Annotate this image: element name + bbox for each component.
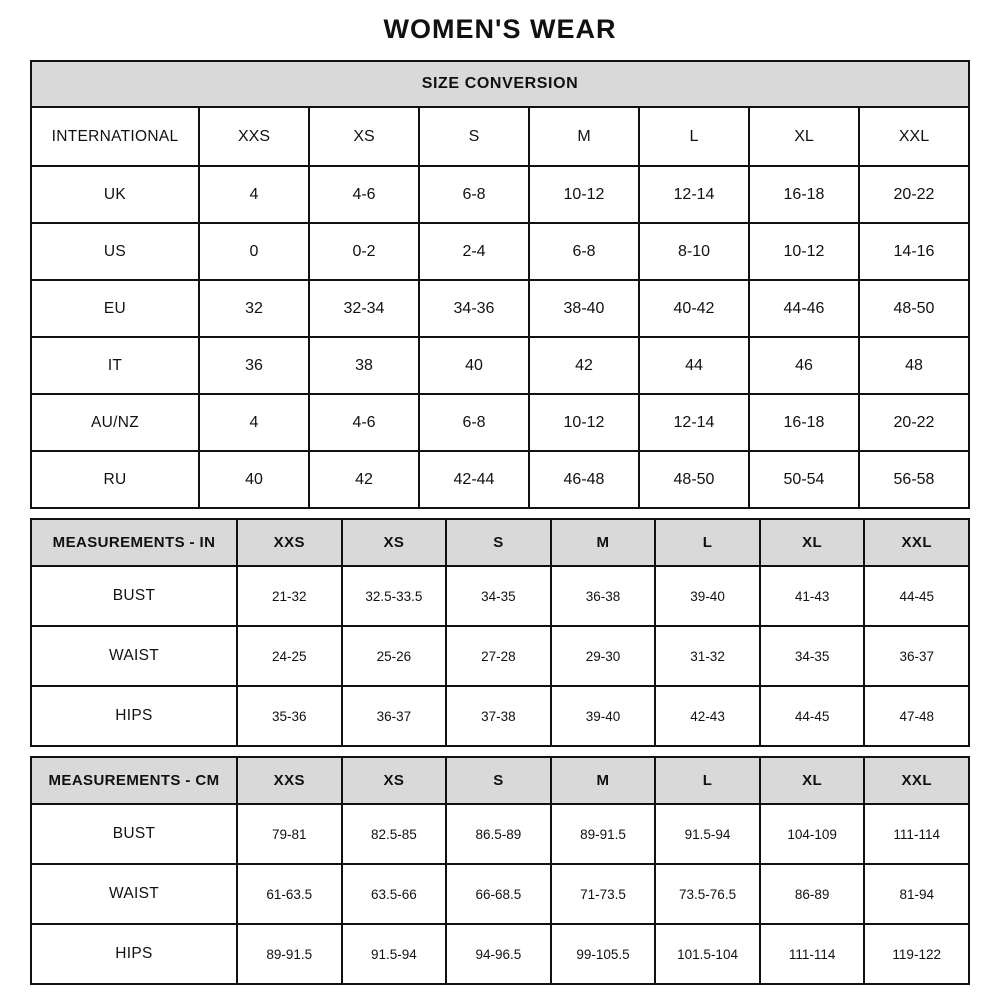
size-cell: 0 bbox=[198, 222, 308, 279]
size-cell: 10-12 bbox=[528, 165, 638, 222]
size-cell: 12-14 bbox=[638, 165, 748, 222]
size-cell: 4-6 bbox=[308, 393, 418, 450]
size-cell: XL bbox=[748, 108, 858, 165]
measurement-value: 63.5-66 bbox=[341, 863, 446, 923]
measurement-value: 34-35 bbox=[445, 565, 550, 625]
measurement-value: 73.5-76.5 bbox=[654, 863, 759, 923]
col-header: S bbox=[445, 520, 550, 565]
size-cell: 46 bbox=[748, 336, 858, 393]
size-cell: XXL bbox=[858, 108, 968, 165]
measurement-value: 89-91.5 bbox=[236, 923, 341, 983]
measurement-value: 42-43 bbox=[654, 685, 759, 745]
measurement-value: 91.5-94 bbox=[654, 803, 759, 863]
size-cell: 8-10 bbox=[638, 222, 748, 279]
measurement-value: 27-28 bbox=[445, 625, 550, 685]
col-header: XL bbox=[759, 758, 864, 803]
col-header: XXL bbox=[863, 758, 968, 803]
size-cell: 42 bbox=[308, 450, 418, 507]
measurements-cm-table bbox=[30, 756, 970, 985]
measurement-value: 66-68.5 bbox=[445, 863, 550, 923]
col-header: M bbox=[550, 520, 655, 565]
size-conversion-header: SIZE CONVERSION bbox=[32, 62, 968, 108]
col-header: XS bbox=[341, 520, 446, 565]
row-label: RU bbox=[32, 450, 198, 507]
row-label: HIPS bbox=[32, 923, 236, 983]
row-label: EU bbox=[32, 279, 198, 336]
measurement-value: 35-36 bbox=[236, 685, 341, 745]
size-cell: 32 bbox=[198, 279, 308, 336]
size-cell: 6-8 bbox=[418, 393, 528, 450]
measurement-value: 86-89 bbox=[759, 863, 864, 923]
size-cell: 56-58 bbox=[858, 450, 968, 507]
size-cell: L bbox=[638, 108, 748, 165]
size-cell: 44-46 bbox=[748, 279, 858, 336]
size-cell: 0-2 bbox=[308, 222, 418, 279]
size-cell: 48-50 bbox=[638, 450, 748, 507]
page-title: WOMEN'S WEAR bbox=[383, 14, 617, 44]
col-header: S bbox=[445, 758, 550, 803]
col-header: XXS bbox=[236, 758, 341, 803]
measurement-value: 99-105.5 bbox=[550, 923, 655, 983]
measurement-value: 91.5-94 bbox=[341, 923, 446, 983]
measurement-value: 31-32 bbox=[654, 625, 759, 685]
size-cell: 4-6 bbox=[308, 165, 418, 222]
measurement-value: 89-91.5 bbox=[550, 803, 655, 863]
measurement-value: 81-94 bbox=[863, 863, 968, 923]
size-cell: 40-42 bbox=[638, 279, 748, 336]
measurement-value: 24-25 bbox=[236, 625, 341, 685]
col-header: M bbox=[550, 758, 655, 803]
size-cell: 36 bbox=[198, 336, 308, 393]
col-header: XS bbox=[341, 758, 446, 803]
size-cell: 42 bbox=[528, 336, 638, 393]
size-cell: M bbox=[528, 108, 638, 165]
size-cell: 10-12 bbox=[528, 393, 638, 450]
size-cell: 32-34 bbox=[308, 279, 418, 336]
size-cell: 6-8 bbox=[528, 222, 638, 279]
size-cell: 42-44 bbox=[418, 450, 528, 507]
measurement-value: 44-45 bbox=[863, 565, 968, 625]
size-cell: 16-18 bbox=[748, 393, 858, 450]
measurement-value: 44-45 bbox=[759, 685, 864, 745]
measurement-value: 86.5-89 bbox=[445, 803, 550, 863]
row-label: WAIST bbox=[32, 863, 236, 923]
col-header: XXL bbox=[863, 520, 968, 565]
size-cell: S bbox=[418, 108, 528, 165]
size-conversion-grid bbox=[32, 108, 968, 507]
col-header: L bbox=[654, 520, 759, 565]
size-cell: 40 bbox=[198, 450, 308, 507]
measurement-value: 34-35 bbox=[759, 625, 864, 685]
measurement-value: 32.5-33.5 bbox=[341, 565, 446, 625]
measurement-value: 101.5-104 bbox=[654, 923, 759, 983]
size-cell: 4 bbox=[198, 165, 308, 222]
row-label: IT bbox=[32, 336, 198, 393]
measurement-value: 82.5-85 bbox=[341, 803, 446, 863]
size-cell: 6-8 bbox=[418, 165, 528, 222]
measurement-value: 94-96.5 bbox=[445, 923, 550, 983]
measurement-value: 25-26 bbox=[341, 625, 446, 685]
size-cell: 34-36 bbox=[418, 279, 528, 336]
measurement-value: 36-38 bbox=[550, 565, 655, 625]
row-label: BUST bbox=[32, 803, 236, 863]
col-header: XXS bbox=[236, 520, 341, 565]
size-cell: 16-18 bbox=[748, 165, 858, 222]
row-label: WAIST bbox=[32, 625, 236, 685]
measurements-in-table bbox=[30, 518, 970, 747]
measurement-value: 79-81 bbox=[236, 803, 341, 863]
measurement-value: 29-30 bbox=[550, 625, 655, 685]
size-cell: 12-14 bbox=[638, 393, 748, 450]
col-header: L bbox=[654, 758, 759, 803]
size-cell: XXS bbox=[198, 108, 308, 165]
measurement-value: 41-43 bbox=[759, 565, 864, 625]
size-cell: 20-22 bbox=[858, 165, 968, 222]
measurement-value: 111-114 bbox=[863, 803, 968, 863]
measurements-in-header: MEASUREMENTS - IN bbox=[32, 520, 236, 565]
size-cell: 48-50 bbox=[858, 279, 968, 336]
measurement-value: 61-63.5 bbox=[236, 863, 341, 923]
size-cell: 48 bbox=[858, 336, 968, 393]
measurements-in-grid bbox=[32, 520, 968, 745]
col-header: XL bbox=[759, 520, 864, 565]
row-label: HIPS bbox=[32, 685, 236, 745]
size-cell: 4 bbox=[198, 393, 308, 450]
size-cell: 38 bbox=[308, 336, 418, 393]
measurement-value: 119-122 bbox=[863, 923, 968, 983]
size-cell: 44 bbox=[638, 336, 748, 393]
row-label: US bbox=[32, 222, 198, 279]
measurement-value: 39-40 bbox=[550, 685, 655, 745]
measurement-value: 47-48 bbox=[863, 685, 968, 745]
row-label: AU/NZ bbox=[32, 393, 198, 450]
measurement-value: 21-32 bbox=[236, 565, 341, 625]
measurement-value: 39-40 bbox=[654, 565, 759, 625]
size-cell: 20-22 bbox=[858, 393, 968, 450]
size-cell: 10-12 bbox=[748, 222, 858, 279]
measurement-value: 36-37 bbox=[863, 625, 968, 685]
size-cell: 40 bbox=[418, 336, 528, 393]
size-cell: 38-40 bbox=[528, 279, 638, 336]
size-cell: 2-4 bbox=[418, 222, 528, 279]
row-label: BUST bbox=[32, 565, 236, 625]
measurement-value: 111-114 bbox=[759, 923, 864, 983]
measurements-cm-header: MEASUREMENTS - CM bbox=[32, 758, 236, 803]
row-label: INTERNATIONAL bbox=[51, 127, 179, 145]
size-conversion-table bbox=[30, 60, 970, 509]
row-label: UK bbox=[32, 165, 198, 222]
measurement-value: 36-37 bbox=[341, 685, 446, 745]
measurement-value: 71-73.5 bbox=[550, 863, 655, 923]
measurements-cm-grid bbox=[32, 758, 968, 983]
size-cell: XS bbox=[308, 108, 418, 165]
measurement-value: 104-109 bbox=[759, 803, 864, 863]
size-cell: 46-48 bbox=[528, 450, 638, 507]
size-cell: 14-16 bbox=[858, 222, 968, 279]
size-cell: 50-54 bbox=[748, 450, 858, 507]
measurement-value: 37-38 bbox=[445, 685, 550, 745]
